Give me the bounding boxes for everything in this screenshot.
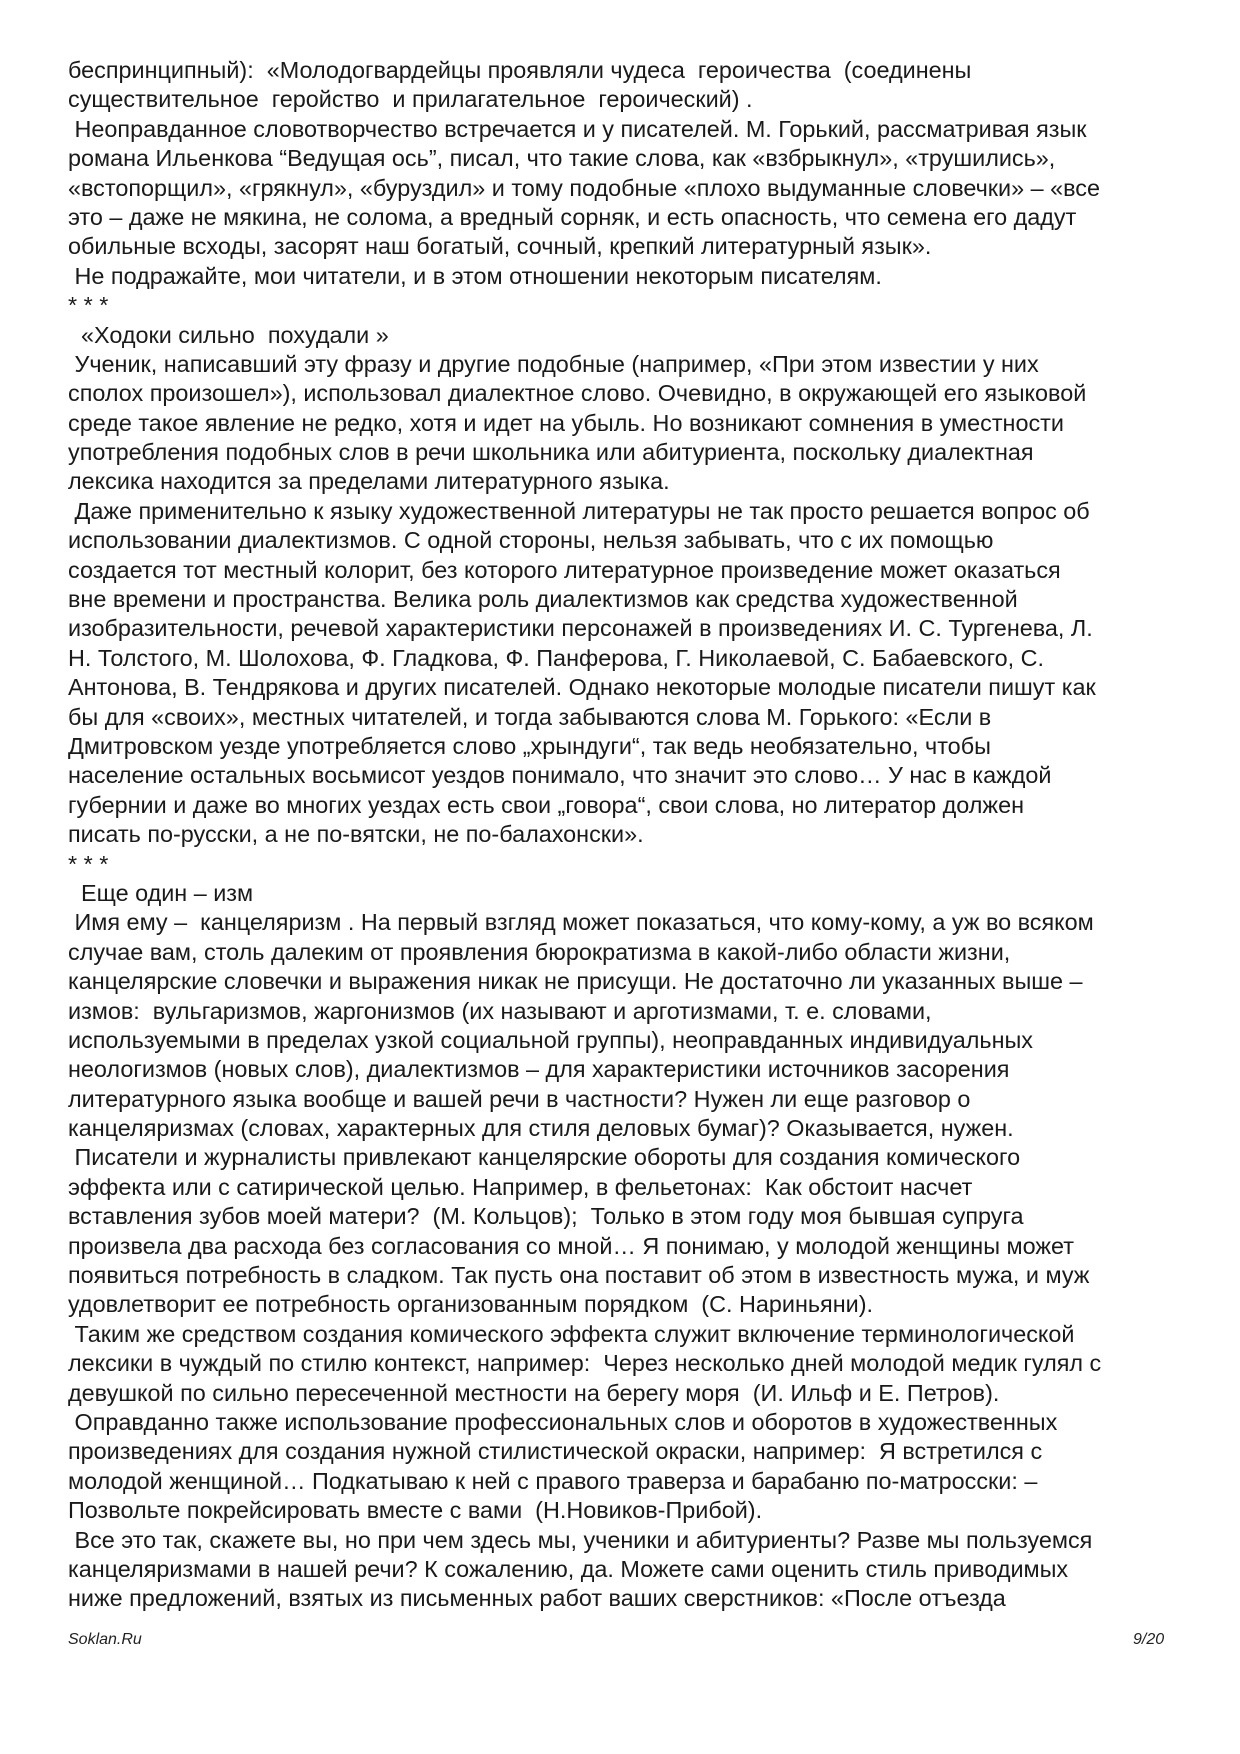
text-line: Ученик, написавший эту фразу и другие подобные (например, «При этом известии у них [68,350,1039,377]
text-line: Все это так, скажете вы, но при чем здесь мы, ученики и абитуриенты? Разве мы пользуемся [68,1526,1093,1553]
text-line: лексики в чуждый по стилю контекст, например: Через несколько дней молодой медик гулял с [68,1350,1102,1377]
text-line: Даже применительно к языку художественной литературы не так просто решается вопрос об [68,497,1090,524]
text-line: * * * [68,850,109,877]
text-line: использовании диалектизмов. С одной стороны, нельзя забывать, что с их помощью [68,527,994,554]
text-line: Еще один – изм [68,879,254,906]
text-line: население остальных восьмисот уездов понимало, что значит это слово… У нас в каждой [68,762,1052,789]
text-line: канцеляризмах (словах, характерных для стиля деловых бумаг)? Оказывается, нужен. [68,1115,1014,1142]
text-line: романа Ильенкова “Ведущая ось”, писал, что такие слова, как «взбрыкнул», «трушились», [68,145,1056,172]
text-line: писать по-русски, а не по-вятски, не по-балахонски». [68,821,644,848]
text-line: создается тот местный колорит, без которого литературное произведение может оказаться [68,556,1061,583]
text-line: ниже предложений, взятых из письменных работ ваших сверстников: «После отъезда [68,1585,1006,1612]
text-line: Позвольте покрейсировать вместе с вами (Н.Новиков-Прибой). [68,1497,763,1524]
text-line: молодой женщиной… Подкатываю к ней с правого траверза и барабаню по-матросски: – [68,1467,1038,1494]
text-line: изобразительности, речевой характеристики персонажей в произведениях И. С. Тургенева, Л. [68,615,1093,642]
text-line: сполох произошел»), использовал диалектное слово. Очевидно, в окружающей его языковой [68,380,1087,407]
text-line: измов: вульгаризмов, жаргонизмов (их называют и арготизмами, т. е. словами, [68,997,932,1024]
text-line: среде такое явление не редко, хотя и идет на убыль. Но возникают сомнения в уместности [68,409,1064,436]
footer-page-number: 9/20 [1133,1631,1165,1648]
text-line: вставления зубов моей матери? (М. Кольцов); Только в этом году моя бывшая супруга [68,1203,1024,1230]
text-line: канцелярские словечки и выражения никак не присущи. Не достаточно ли указанных выше – [68,968,1083,995]
text-line: лексика находится за пределами литературного языка. [68,468,670,495]
text-line: Имя ему – канцеляризм . На первый взгляд может показаться, что кому-кому, а уж во всяком [68,909,1094,936]
text-line: бы для «своих», местных читателей, и тогда забываются слова М. Горького: «Если в [68,703,992,730]
text-line: «встопорщил», «грякнул», «буруздил» и тому подобные «плохо выдуманные словечки» – «все [68,174,1100,201]
document-body [68,56,1188,1614]
text-line: «Ходоки сильно похудали » [68,321,389,348]
footer-source: Soklan.Ru [68,1631,142,1648]
text-line: девушкой по сильно пересеченной местности на берегу моря (И. Ильф и Е. Петров). [68,1379,1000,1406]
text-line: существительное геройство и прилагательное героический) . [68,86,753,113]
text-line: неологизмов (новых слов), диалектизмов – для характеристики источников засорения [68,1056,1010,1083]
text-line: литературного языка вообще и вашей речи в частности? Нужен ли еще разговор о [68,1085,971,1112]
text-line: появиться потребность в сладком. Так пусть она поставит об этом в известность мужа, и муж [68,1262,1090,1289]
text-line: Дмитровском уезде употребляется слово „хрындуги“, так ведь необязательно, чтобы [68,732,991,759]
text-line: произвела два расхода без согласования со мной… Я понимаю, у молодой женщины может [68,1232,1074,1259]
text-line: Оправданно также использование профессиональных слов и оборотов в художественных [68,1408,1058,1435]
text-line: Антонова, В. Тендрякова и других писателей. Однако некоторые молодые писатели пишут как [68,674,1096,701]
text-line: * * * [68,292,109,319]
text-line: Не подражайте, мои читатели, и в этом отношении некоторым писателям. [68,262,882,289]
text-line: произведениях для создания нужной стилистической окраски, например: Я встретился с [68,1438,1043,1465]
text-line: вне времени и пространства. Велика роль диалектизмов как средства художественной [68,586,1018,613]
text-line: употребления подобных слов в речи школьника или абитуриента, поскольку диалектная [68,439,1034,466]
text-line: случае вам, столь далеким от проявления бюрократизма в какой-либо области жизни, [68,938,1011,965]
text-line: Писатели и журналисты привлекают канцелярские обороты для создания комического [68,1144,1021,1171]
text-line: обильные всходы, засорят наш богатый, сочный, крепкий литературный язык». [68,233,932,260]
text-line: губернии и даже во многих уездах есть свои „говора“, свои слова, но литератор должен [68,791,1024,818]
text-line: беспринципный): «Молодогвардейцы проявляли чудеса героичества (соединены [68,57,972,83]
text-line: канцеляризмами в нашей речи? К сожалению, да. Можете сами оценить стиль приводимых [68,1555,1069,1582]
text-line: Н. Толстого, М. Шолохова, Ф. Гладкова, Ф. Панферова, Г. Николаевой, С. Бабаевского, С. [68,644,1044,671]
text-line: это – даже не мякина, не солома, а вредный сорняк, и есть опасность, что семена его дадут [68,203,1077,230]
text-line: эффекта или с сатирической целью. Например, в фельетонах: Как обстоит насчет [68,1173,973,1200]
text-line: используемыми в пределах узкой социальной группы), неоправданных индивидуальных [68,1026,1033,1053]
text-line: удовлетворит ее потребность организованным порядком (С. Нариньяни). [68,1291,873,1318]
text-line: Неоправданное словотворчество встречается и у писателей. М. Горький, рассматривая язык [68,115,1087,142]
text-line: Таким же средством создания комического эффекта служит включение терминологической [68,1320,1075,1347]
